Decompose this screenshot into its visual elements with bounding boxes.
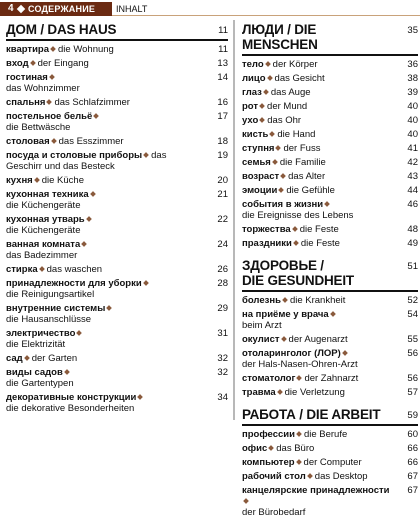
bullet-icon xyxy=(270,131,276,137)
bullet-icon xyxy=(243,498,249,504)
entry-page: 49 xyxy=(407,238,418,249)
entry-de: das Esszimmer xyxy=(58,136,124,147)
toc-entry[interactable] xyxy=(242,87,418,98)
entry-de: die Hausanschlüsse xyxy=(6,314,92,325)
section-heading[interactable] xyxy=(6,22,228,37)
bullet-icon xyxy=(49,74,55,80)
section-title: ЛЮДИ / DIE MENSCHEN xyxy=(242,22,318,52)
toc-entry[interactable] xyxy=(242,348,418,370)
entry-page: 40 xyxy=(407,129,418,140)
entry-page: 57 xyxy=(407,387,418,398)
entry-de: das Desktop xyxy=(314,471,368,482)
entry-page: 14 xyxy=(217,72,228,83)
bullet-icon xyxy=(47,99,53,105)
entry-ru: события в жизни xyxy=(242,199,324,210)
entry-page: 46 xyxy=(407,199,418,210)
entry-de: das Gesicht xyxy=(274,73,325,84)
toc-entry[interactable] xyxy=(6,392,228,414)
bullet-icon xyxy=(330,311,336,317)
entry-de: das waschen xyxy=(46,264,103,275)
entry-page: 29 xyxy=(217,303,228,314)
entry-de: beim Arzt xyxy=(242,320,282,331)
entry-de: das Büro xyxy=(276,443,315,454)
entry-page: 26 xyxy=(217,264,228,275)
bullet-icon xyxy=(77,330,83,336)
entry-de: die Küchengeräte xyxy=(6,225,81,236)
bullet-icon xyxy=(277,389,283,395)
entry-de: die Reinigungsartikel xyxy=(6,289,95,300)
entry-page: 32 xyxy=(217,353,228,364)
section-page: 11 xyxy=(218,25,228,36)
toc-entry[interactable] xyxy=(6,44,228,55)
section-title: ДОМ / DAS HAUS xyxy=(6,22,117,37)
bullet-icon xyxy=(259,103,265,109)
entry-de: die Familie xyxy=(279,157,326,168)
toc-entry[interactable] xyxy=(242,129,418,140)
entry-ru: семья xyxy=(242,157,271,168)
entry-page: 34 xyxy=(217,392,228,403)
entry-page: 43 xyxy=(407,171,418,182)
bullet-icon xyxy=(281,336,287,342)
entry-ru: декоративные конструкции xyxy=(6,392,137,403)
section-title-line1: ЗДОРОВЬЕ / xyxy=(242,258,324,273)
entry-de: die Verletzung xyxy=(284,387,345,398)
entry-de: das Alter xyxy=(288,171,326,182)
left-column xyxy=(6,22,228,417)
entry-page: 11 xyxy=(218,44,228,55)
toc-entry[interactable] xyxy=(242,101,418,112)
section-rule xyxy=(242,290,418,292)
entry-ru: стоматолог xyxy=(242,373,296,384)
entry-ru: травма xyxy=(242,387,276,398)
entry-page: 54 xyxy=(407,309,418,320)
entry-page: 31 xyxy=(217,328,228,339)
entry-page: 38 xyxy=(407,73,418,84)
toc-entry[interactable] xyxy=(6,214,228,236)
entry-de: die Krankheit xyxy=(289,295,346,306)
toc-entry[interactable] xyxy=(6,72,228,94)
entry-page: 42 xyxy=(407,157,418,168)
entry-ru: ванная комната xyxy=(6,239,81,250)
entry-ru: глаз xyxy=(242,87,262,98)
entry-page: 55 xyxy=(407,334,418,345)
toc-entry[interactable] xyxy=(242,471,418,482)
section-title: РАБОТА / DIE ARBEIT xyxy=(242,407,381,422)
toc-entry[interactable] xyxy=(6,264,228,275)
entry-page: 36 xyxy=(407,59,418,70)
entry-de: das Badezimmer xyxy=(6,250,78,261)
entry-page: 48 xyxy=(407,224,418,235)
bullet-icon xyxy=(39,266,45,272)
entry-page: 20 xyxy=(217,175,228,186)
entry-page: 19 xyxy=(217,150,228,161)
section-page: 35 xyxy=(407,25,418,36)
entry-ru: кухня xyxy=(6,175,33,186)
bullet-icon xyxy=(280,173,286,179)
entry-ru: возраст xyxy=(242,171,280,182)
entry-ru: внутренние системы xyxy=(6,303,106,314)
entry-page: 18 xyxy=(217,136,228,147)
entry-ru: сад xyxy=(6,353,23,364)
bullet-icon xyxy=(293,240,299,246)
entry-ru: лицо xyxy=(242,73,266,84)
entry-page: 24 xyxy=(217,239,228,250)
entry-page: 40 xyxy=(407,115,418,126)
entry-ru: кухонная утварь xyxy=(6,214,85,225)
entry-ru: принадлежности для уборки xyxy=(6,278,142,289)
entry-ru: праздники xyxy=(242,238,292,249)
entry-ru: окулист xyxy=(242,334,280,345)
section-heading[interactable] xyxy=(242,258,418,288)
entry-ru: стирка xyxy=(6,264,38,275)
entry-page: 28 xyxy=(217,278,228,289)
bullet-icon xyxy=(263,89,269,95)
entry-ru: рабочий стол xyxy=(242,471,306,482)
toc-entry[interactable] xyxy=(242,309,418,331)
bullet-icon xyxy=(307,473,313,479)
bullet-icon xyxy=(268,445,274,451)
page-header xyxy=(0,0,420,19)
bullet-icon xyxy=(137,394,143,400)
entry-de: die Ereignisse des Lebens xyxy=(242,210,354,221)
entry-de: das Schlafzimmer xyxy=(54,97,130,108)
entry-ru: болезнь xyxy=(242,295,281,306)
entry-page: 40 xyxy=(407,101,418,112)
section-page: 59 xyxy=(407,410,418,421)
entry-ru: гостиная xyxy=(6,72,48,83)
entry-ru: канцелярские принадлежности xyxy=(242,485,390,496)
toc-entry[interactable] xyxy=(6,136,228,147)
bullet-icon xyxy=(30,60,36,66)
toc-entry[interactable] xyxy=(242,115,418,126)
header-rule xyxy=(112,15,420,16)
entry-ru: постельное бельё xyxy=(6,111,93,122)
entry-ru: кухонная техника xyxy=(6,189,89,200)
toc-entry[interactable] xyxy=(242,73,418,84)
toc-entry[interactable] xyxy=(242,457,418,468)
entry-de: der Augenarzt xyxy=(288,334,348,345)
entry-page: 66 xyxy=(407,457,418,468)
entry-de: der Zahnarzt xyxy=(304,373,359,384)
entry-ru: посуда и столовые приборы xyxy=(6,150,143,161)
toc-entry[interactable] xyxy=(6,189,228,211)
toc-entry[interactable] xyxy=(242,334,418,345)
bullet-icon xyxy=(276,145,282,151)
bullet-icon xyxy=(50,46,56,52)
section-page: 51 xyxy=(407,261,418,272)
entry-de: die Bettwäsche xyxy=(6,122,71,133)
entry-ru: виды садов xyxy=(6,367,63,378)
bullet-icon xyxy=(81,241,87,247)
entry-de: der Mund xyxy=(267,101,308,112)
entry-de: die Küche xyxy=(41,175,84,186)
entry-ru: ступня xyxy=(242,143,275,154)
entry-de: der Körper xyxy=(272,59,318,70)
entry-page: 22 xyxy=(217,214,228,225)
entry-ru: профессии xyxy=(242,429,295,440)
entry-page: 41 xyxy=(407,143,418,154)
entry-page: 67 xyxy=(407,471,418,482)
bullet-icon xyxy=(292,226,298,232)
toc-entry[interactable] xyxy=(242,171,418,182)
entry-de: der Garten xyxy=(31,353,78,364)
entry-ru: тело xyxy=(242,59,264,70)
entry-de: die Gefühle xyxy=(286,185,335,196)
entry-ru: рот xyxy=(242,101,259,112)
column-divider xyxy=(233,20,235,420)
bullet-icon xyxy=(143,152,149,158)
entry-de: die dekorative Besonderheiten xyxy=(6,403,135,414)
entry-de: die Küchengeräte xyxy=(6,200,81,211)
entry-ru: на приёме у врача xyxy=(242,309,329,320)
entry-page: 17 xyxy=(217,111,228,122)
bullet-icon xyxy=(282,297,288,303)
entry-page: 66 xyxy=(407,443,418,454)
bullet-icon xyxy=(143,280,149,286)
toc-entry[interactable] xyxy=(242,59,418,70)
entry-ru: эмоции xyxy=(242,185,278,196)
bullet-icon xyxy=(279,187,285,193)
entry-ru: компьютер xyxy=(242,457,295,468)
section-rule xyxy=(242,424,418,426)
bullet-icon xyxy=(296,431,302,437)
entry-ru: столовая xyxy=(6,136,50,147)
toc-entry[interactable] xyxy=(6,303,228,325)
toc-entry[interactable] xyxy=(6,278,228,300)
toc-entry[interactable] xyxy=(6,328,228,350)
entry-de: die Berufe xyxy=(303,429,348,440)
entry-page: 21 xyxy=(217,189,228,200)
toc-entry[interactable] xyxy=(242,429,418,440)
toc-entry[interactable] xyxy=(242,224,418,235)
entry-page: 39 xyxy=(407,87,418,98)
toc-entry[interactable] xyxy=(6,367,228,389)
bullet-icon xyxy=(86,216,92,222)
bullet-icon xyxy=(342,350,348,356)
entry-de: die Hand xyxy=(277,129,316,140)
entry-ru: спальня xyxy=(6,97,46,108)
entry-ru: отоларинголог (ЛОР) xyxy=(242,348,341,359)
bullet-icon xyxy=(51,138,57,144)
toc-entry[interactable] xyxy=(6,353,228,364)
header-title: СОДЕРЖАНИЕ xyxy=(28,4,96,14)
section-title-line2: DIE GESUNDHEIT xyxy=(242,273,354,288)
entry-de: der Hals-Nasen-Ohren-Arzt xyxy=(242,359,358,370)
bullet-icon xyxy=(34,177,40,183)
entry-de: die Elektrizität xyxy=(6,339,66,350)
entry-ru: офис xyxy=(242,443,268,454)
entry-de: die Wohnung xyxy=(58,44,114,55)
bullet-icon xyxy=(296,459,302,465)
bullet-icon xyxy=(64,369,70,375)
entry-page: 56 xyxy=(407,348,418,359)
entry-ru: электричество xyxy=(6,328,76,339)
page-number: 4 xyxy=(8,3,14,14)
entry-page: 44 xyxy=(407,185,418,196)
entry-ru: кисть xyxy=(242,129,269,140)
right-column xyxy=(242,22,418,521)
bullet-icon xyxy=(272,159,278,165)
toc-entry[interactable] xyxy=(6,239,228,261)
entry-de: das Geschirr und das Besteck xyxy=(6,150,167,172)
section-heading[interactable] xyxy=(242,22,418,52)
toc-entry[interactable] xyxy=(6,175,228,186)
entry-ru: вход xyxy=(6,58,29,69)
bullet-icon xyxy=(106,305,112,311)
toc-entry[interactable] xyxy=(6,150,228,172)
toc-entry[interactable] xyxy=(6,97,228,108)
entry-page: 60 xyxy=(407,429,418,440)
bullet-icon xyxy=(297,375,303,381)
entry-de: der Bürobedarf xyxy=(242,507,306,518)
entry-de: der Computer xyxy=(303,457,362,468)
toc-entry[interactable] xyxy=(242,238,418,249)
bullet-icon xyxy=(24,355,30,361)
entry-de: die Feste xyxy=(300,238,340,249)
entry-page: 52 xyxy=(407,295,418,306)
entry-de: das Ohr xyxy=(267,115,302,126)
entry-ru: ухо xyxy=(242,115,259,126)
entry-page: 67 xyxy=(407,485,418,496)
bullet-icon xyxy=(259,117,265,123)
section-rule xyxy=(6,39,228,41)
entry-page: 56 xyxy=(407,373,418,384)
bullet-icon xyxy=(267,75,273,81)
entry-ru: торжества xyxy=(242,224,291,235)
entry-de: der Eingang xyxy=(37,58,89,69)
toc-entry[interactable] xyxy=(242,443,418,454)
bullet-icon xyxy=(324,201,330,207)
entry-de: das Wohnzimmer xyxy=(6,83,80,94)
entry-de: die Gartentypen xyxy=(6,378,74,389)
toc-entry[interactable] xyxy=(242,157,418,168)
header-subtitle: INHALT xyxy=(116,4,148,14)
entry-de: die Feste xyxy=(299,224,339,235)
toc-entry[interactable] xyxy=(242,387,418,398)
bullet-icon xyxy=(90,191,96,197)
toc-entry[interactable] xyxy=(242,373,418,384)
bullet-icon xyxy=(93,113,99,119)
toc-entry[interactable] xyxy=(6,111,228,133)
toc-entry[interactable] xyxy=(242,485,418,518)
toc-entry[interactable] xyxy=(242,295,418,306)
entry-page: 13 xyxy=(217,58,228,69)
entry-de: das Auge xyxy=(270,87,311,98)
bullet-icon xyxy=(265,61,271,67)
toc-entry[interactable] xyxy=(242,199,418,221)
section-rule xyxy=(242,54,418,56)
entry-page: 16 xyxy=(217,97,228,108)
toc-entry[interactable] xyxy=(242,185,418,196)
entry-ru: квартира xyxy=(6,44,50,55)
toc-entry[interactable] xyxy=(6,58,228,69)
entry-de: der Fuss xyxy=(283,143,321,154)
entry-page: 32 xyxy=(217,367,228,378)
toc-entry[interactable] xyxy=(242,143,418,154)
